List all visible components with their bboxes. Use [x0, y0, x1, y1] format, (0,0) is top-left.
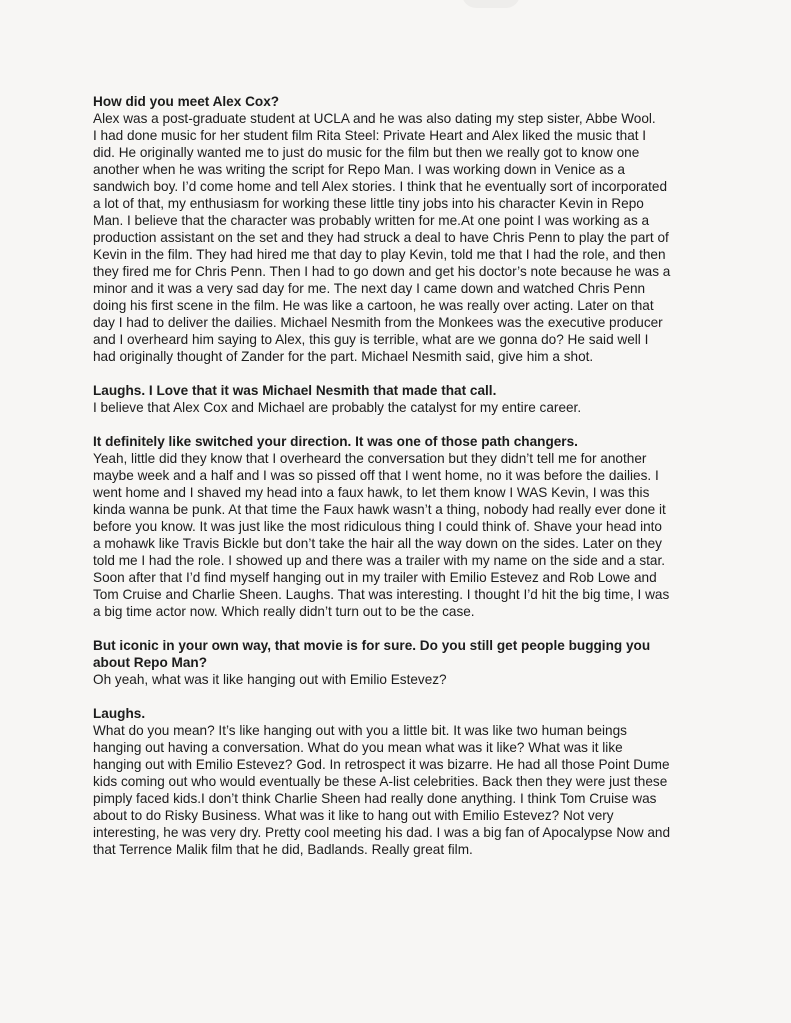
answer-line: doing his first scene in the film. He was like a cartoon, he was really over acting. Later on that	[93, 298, 654, 313]
answer-line: pimply faced kids.I don’t think Charlie Sheen had really done anything. I think Tom Cruise was	[93, 791, 657, 806]
question-line: Laughs. I Love that it was Michael Nesmith that made that call.	[93, 383, 497, 398]
question-line: But iconic in your own way, that movie is for sure. Do you still get people bugging you	[93, 638, 651, 653]
interview-answer	[93, 722, 713, 858]
qa-section	[93, 705, 713, 858]
answer-line: Kevin in the film. They had hired me that day to play Kevin, told me that I had the role, and then	[93, 247, 666, 262]
qa-section	[93, 382, 713, 416]
qa-section	[93, 637, 713, 688]
interview-document	[93, 93, 713, 875]
answer-line: they fired me for Chris Penn. Then I had to go down and get his doctor’s note because he was a	[93, 264, 671, 279]
answer-line: that Terrence Malik film that he did, Badlands. Really great film.	[93, 842, 473, 857]
answer-line: maybe week and a half and I was so pissed off that I went home, no it was before the dailies. I	[93, 468, 659, 483]
answer-line: had originally thought of Zander for the part. Michael Nesmith said, give him a shot.	[93, 349, 594, 364]
answer-line: kinda wanna be punk. At that time the Faux hawk wasn’t a thing, nobody had really ever done it	[93, 502, 666, 517]
answer-line: Man. I believe that the character was probably written for me.At one point I was working as a	[93, 213, 650, 228]
interview-question	[93, 705, 713, 722]
answer-line: I had done music for her student film Rita Steel: Private Heart and Alex liked the music that I	[93, 128, 647, 143]
question-line: about Repo Man?	[93, 655, 208, 670]
interview-question	[93, 382, 713, 399]
answer-line: and I overheard him saying to Alex, this guy is terrible, what are we gonna do? He said well I	[93, 332, 649, 347]
interview-answer	[93, 671, 713, 688]
answer-line: another when he was writing the script for Repo Man. I was working down in Venice as a	[93, 162, 625, 177]
answer-line: Oh yeah, what was it like hanging out with Emilio Estevez?	[93, 672, 447, 687]
answer-line: sandwich boy. I’d come home and tell Alex stories. I think that he eventually sort of incorporated	[93, 179, 668, 194]
answer-line: day I had to deliver the dailies. Michael Nesmith from the Monkees was the executive producer	[93, 315, 663, 330]
qa-section	[93, 93, 713, 365]
answer-line: Yeah, little did they know that I overheard the conversation but they didn’t tell me for another	[93, 451, 647, 466]
answer-line: Soon after that I’d find myself hanging out in my trailer with Emilio Estevez and Rob Lowe and	[93, 570, 657, 585]
scan-artifact	[462, 0, 520, 8]
interview-answer	[93, 110, 713, 365]
answer-line: interesting, he was very dry. Pretty cool meeting his dad. I was a big fan of Apocalypse Now and	[93, 825, 671, 840]
answer-line: What do you mean? It’s like hanging out with you a little bit. It was like two human beings	[93, 723, 627, 738]
interview-question	[93, 637, 713, 671]
answer-line: before you know. It was just like the most ridiculous thing I could think of. Shave your head into	[93, 519, 662, 534]
answer-line: hanging out having a conversation. What do you mean what was it like? What was it like	[93, 740, 623, 755]
qa-section	[93, 433, 713, 620]
answer-line: a big time actor now. Which really didn’t turn out to be the case.	[93, 604, 475, 619]
answer-line: Tom Cruise and Charlie Sheen. Laughs. That was interesting. I thought I’d hit the big time, I was	[93, 587, 670, 602]
answer-line: hanging out with Emilio Estevez? God. In retrospect it was bizarre. He had all those Point Dume	[93, 757, 670, 772]
interview-answer	[93, 399, 713, 416]
interview-question	[93, 433, 713, 450]
answer-line: told me I had the role. I showed up and there was a trailer with my name on the side and a star.	[93, 553, 666, 568]
answer-line: kids coming out who would eventually be these A-list celebrities. Back then they were just these	[93, 774, 668, 789]
answer-line: about to do Risky Business. What was it like to hang out with Emilio Estevez? Not very	[93, 808, 614, 823]
interview-answer	[93, 450, 713, 620]
question-line: Laughs.	[93, 706, 146, 721]
answer-line: Alex was a post-graduate student at UCLA and he was also dating my step sister, Abbe Wool.	[93, 111, 656, 126]
answer-line: a lot of that, my enthusiasm for working these little tiny jobs into his character Kevin in Repo	[93, 196, 644, 211]
answer-line: production assistant on the set and they had struck a deal to have Chris Penn to play the part of	[93, 230, 669, 245]
answer-line: I believe that Alex Cox and Michael are probably the catalyst for my entire career.	[93, 400, 582, 415]
interview-question	[93, 93, 713, 110]
answer-line: went home and I shaved my head into a faux hawk, to let them know I WAS Kevin, I was this	[93, 485, 650, 500]
question-line: It definitely like switched your direction. It was one of those path changers.	[93, 434, 578, 449]
answer-line: did. He originally wanted me to just do music for the film but then we really got to know one	[93, 145, 640, 160]
answer-line: minor and it was a very sad day for me. The next day I came down and watched Chris Penn	[93, 281, 646, 296]
answer-line: a mohawk like Travis Bickle but don’t take the hair all the way down on the sides. Later on they	[93, 536, 662, 551]
question-line: How did you meet Alex Cox?	[93, 94, 280, 109]
